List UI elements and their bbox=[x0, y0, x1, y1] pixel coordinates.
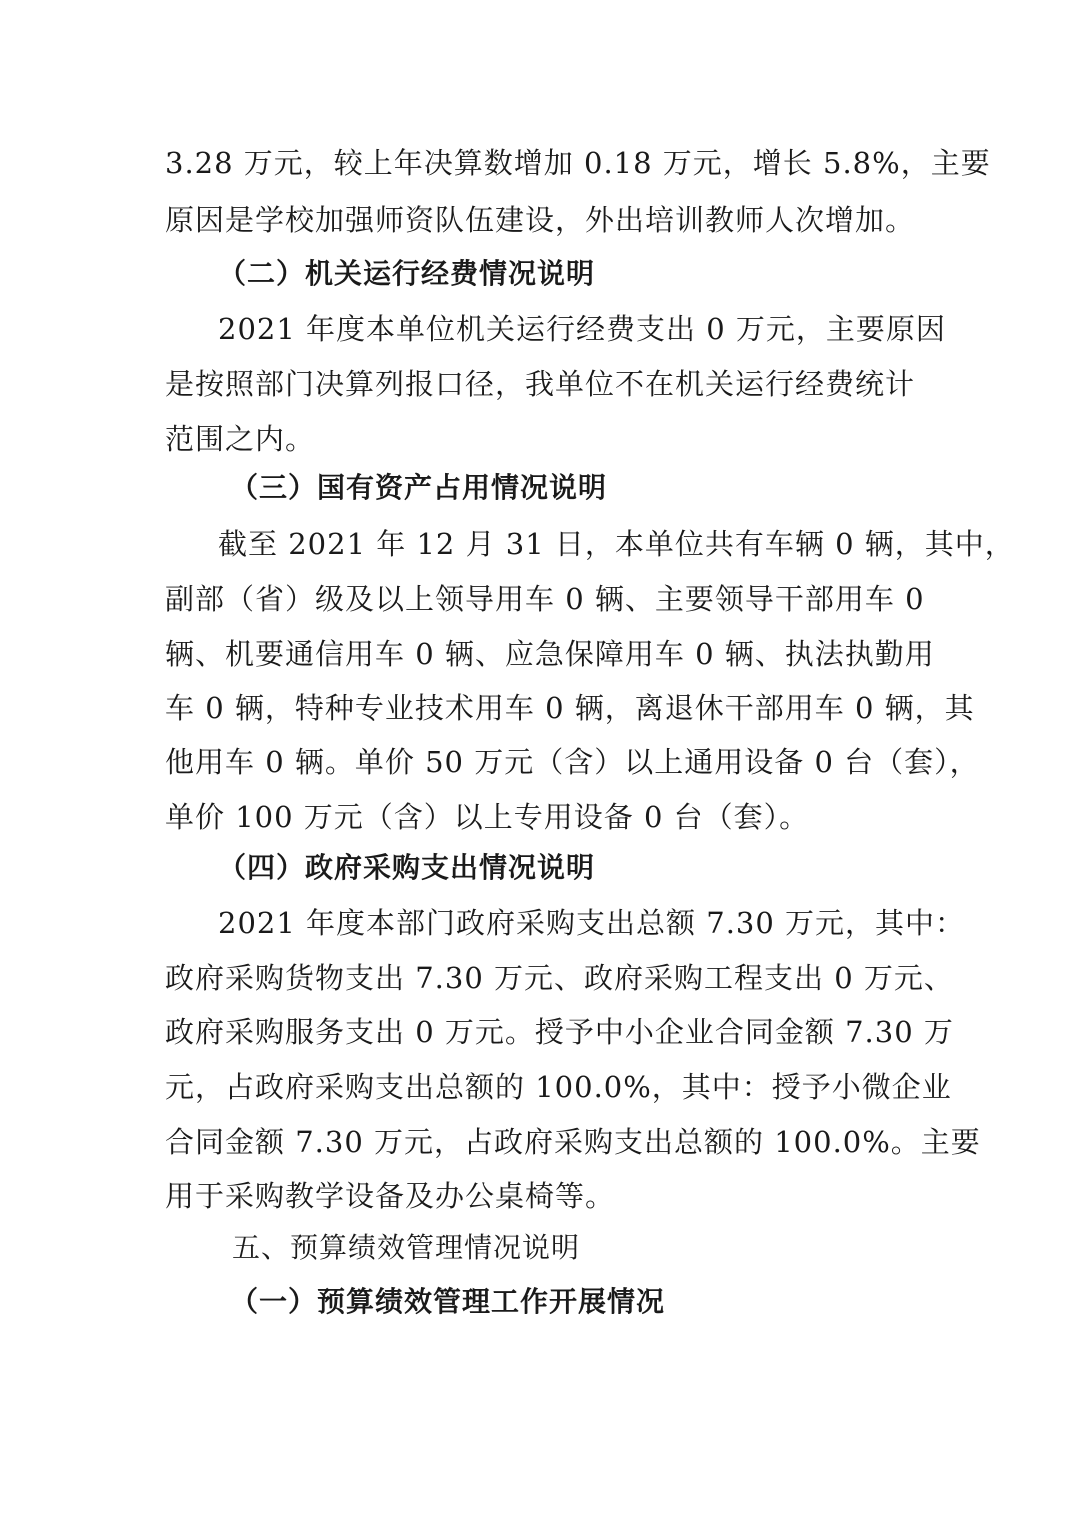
section-heading: （四）政府采购支出情况说明 bbox=[218, 851, 596, 884]
chapter-heading: 五、预算绩效管理情况说明 bbox=[232, 1231, 581, 1264]
section-heading: （三）国有资产占用情况说明 bbox=[230, 471, 608, 504]
paragraph-line: 截至 2021 年 12 月 31 日，本单位共有车辆 0 辆，其中， bbox=[218, 527, 1015, 561]
paragraph-line: 政府采购货物支出 7.30 万元、政府采购工程支出 0 万元、 bbox=[165, 961, 954, 995]
paragraph-line: 车 0 辆，特种专业技术用车 0 辆，离退休干部用车 0 辆，其 bbox=[165, 691, 975, 725]
section-heading: （二）机关运行经费情况说明 bbox=[218, 257, 596, 290]
paragraph-line: 他用车 0 辆。单价 50 万元（含）以上通用设备 0 台（套）， bbox=[165, 745, 980, 779]
paragraph-line: 元，占政府采购支出总额的 100.0%，其中：授予小微企业 bbox=[165, 1070, 952, 1104]
paragraph-line: 3.28 万元，较上年决算数增加 0.18 万元，增长 5.8%，主要 bbox=[165, 146, 991, 180]
paragraph-line: 是按照部门决算列报口径，我单位不在机关运行经费统计 bbox=[165, 367, 916, 401]
paragraph-line: 原因是学校加强师资队伍建设，外出培训教师人次增加。 bbox=[165, 203, 916, 237]
paragraph-line: 合同金额 7.30 万元，占政府采购支出总额的 100.0%。主要 bbox=[165, 1125, 981, 1159]
paragraph-line: 2021 年度本单位机关运行经费支出 0 万元，主要原因 bbox=[218, 312, 946, 346]
paragraph-line: 副部（省）级及以上领导用车 0 辆、主要领导干部用车 0 bbox=[165, 582, 925, 616]
paragraph-line: 2021 年度本部门政府采购支出总额 7.30 万元，其中： bbox=[218, 906, 966, 940]
paragraph-line: 单价 100 万元（含）以上专用设备 0 台（套）。 bbox=[165, 800, 810, 834]
section-heading: （一）预算绩效管理工作开展情况 bbox=[230, 1285, 666, 1318]
paragraph-line: 用于采购教学设备及办公桌椅等。 bbox=[165, 1179, 616, 1213]
paragraph-line: 政府采购服务支出 0 万元。授予中小企业合同金额 7.30 万 bbox=[165, 1015, 954, 1049]
paragraph-line: 范围之内。 bbox=[165, 422, 316, 456]
paragraph-line: 辆、机要通信用车 0 辆、应急保障用车 0 辆、执法执勤用 bbox=[165, 637, 935, 671]
